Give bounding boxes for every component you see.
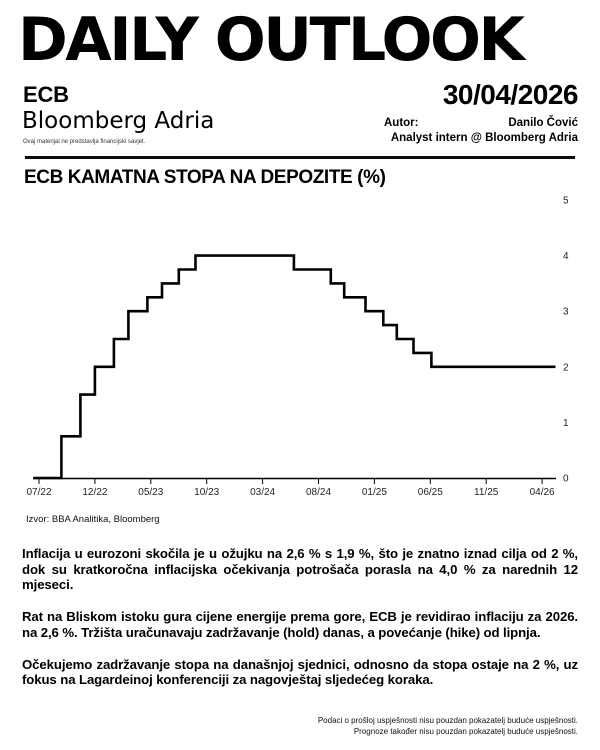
- x-tick-label: 01/25: [361, 487, 387, 498]
- y-tick-label: 2: [563, 362, 569, 374]
- masthead-title: DAILY OUTLOOK: [18, 5, 523, 75]
- body-copy: [22, 546, 578, 704]
- x-tick-label: 11/25: [474, 487, 499, 498]
- x-tick-label: 10/23: [194, 487, 220, 498]
- author-label: Autor:: [384, 117, 419, 129]
- author-row: [384, 116, 578, 131]
- ecb-rate-step-chart: [0, 190, 600, 508]
- paragraph-inflation: Inflacija u eurozoni skočila je u ožujku na 2,6 % s 1,9 %, što je znatno iznad cilja od 2 %, dok su kratkoročna inflacijska očekivanja potrošača porasla na 4,0 % za narednih 12 mjeseci.: [22, 546, 578, 593]
- header-divider: [25, 156, 575, 159]
- footer-disclaimer: [158, 716, 578, 738]
- paragraph-energy: Rat na Bliskom istoku gura cijene energije prema gore, ECB je revidirao inflaciju za 2026. na 2,6 %. Tržišta uračunavaju zadržavanje (hold) danas, a povećanje (hike) od lipnja.: [22, 609, 578, 640]
- paragraph-expectation: Očekujemo zadržavanje stopa na današnjoj sjednici, odnosno da stopa ostaje na 2 %, uz fokus na Lagardeinoj konferenciji za nagovještaj sljedećeg koraka.: [22, 656, 578, 688]
- issue-date: 30/04/2026: [442, 79, 578, 110]
- author-name: Danilo Čović: [508, 117, 578, 129]
- x-tick-label: 12/22: [82, 487, 108, 498]
- chart-title: ECB KAMATNA STOPA NA DEPOZITE (%): [24, 167, 386, 188]
- footer-disclaimer-line: Podaci o prošloj uspješnosti nisu pouzdan pokazatelj buduće uspješnosti.: [317, 716, 578, 725]
- x-tick-label: 07/22: [26, 487, 52, 498]
- y-tick-label: 4: [563, 251, 569, 263]
- author-role: Analyst intern @ Bloomberg Adria: [390, 131, 578, 144]
- y-tick-label: 1: [563, 417, 569, 429]
- author-block: [384, 116, 578, 146]
- x-tick-label: 08/24: [305, 487, 332, 498]
- x-tick-label: 06/25: [417, 487, 443, 498]
- footer-disclaimer-line: Prognoze također nisu pouzdan pokazatelj buduće uspješnosti.: [353, 726, 578, 736]
- x-tick-label: 05/23: [138, 487, 164, 498]
- brand-disclaimer: Ovaj materijal ne predstavlja financijski savjet.: [23, 139, 146, 145]
- brand-name: Bloomberg Adria: [22, 108, 215, 134]
- x-tick-label: 04/26: [529, 487, 555, 498]
- chart-source: Izvor: BBA Analitika, Bloomberg: [26, 514, 160, 525]
- topic-label: ECB: [23, 82, 69, 107]
- y-tick-label: 0: [563, 473, 569, 485]
- y-tick-label: 5: [563, 195, 569, 207]
- y-tick-label: 3: [563, 306, 569, 318]
- x-tick-label: 03/24: [250, 487, 276, 498]
- rate-step-line: [33, 256, 555, 478]
